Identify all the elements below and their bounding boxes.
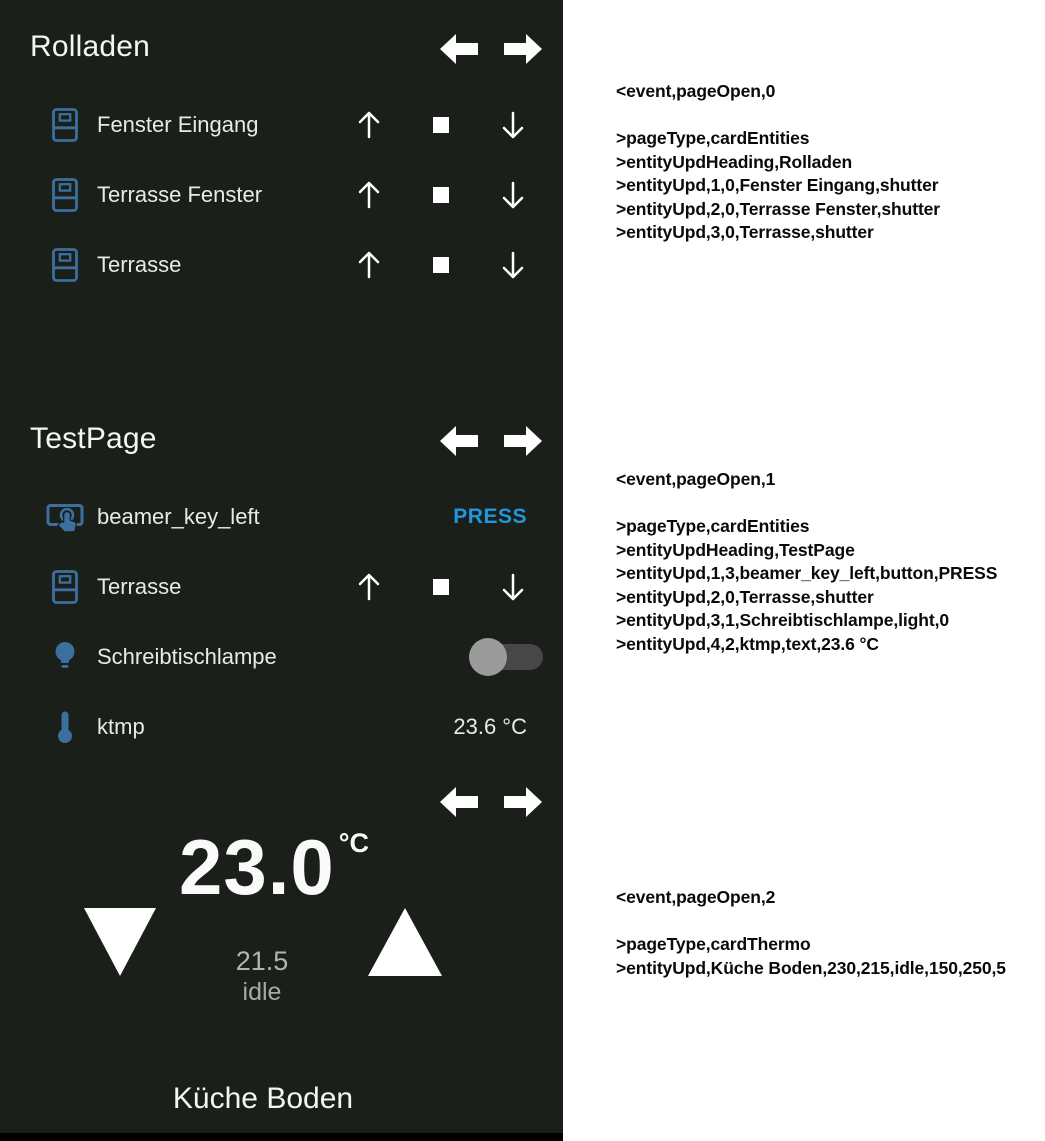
current-temperature-value: 23.0: [178, 823, 335, 911]
log-line: >pageType,cardEntities: [616, 128, 810, 148]
entity-label: Terrasse: [97, 252, 182, 277]
protocol-log-page2: [616, 886, 1006, 980]
nav-previous-button[interactable]: [440, 787, 478, 817]
entity-label: Terrasse Fenster: [97, 182, 263, 207]
shutter-up-button[interactable]: [355, 249, 383, 281]
stop-square-icon: [433, 257, 449, 273]
thermostat-entity-name: Küche Boden: [172, 1082, 354, 1115]
nav-next-button[interactable]: [504, 787, 542, 817]
nav-previous-button[interactable]: [440, 426, 478, 456]
sensor-value: 23.6 °C: [453, 714, 527, 739]
log-body: [616, 933, 1006, 980]
log-event-line: <event,pageOpen,1: [616, 469, 776, 489]
card-header: [0, 392, 563, 482]
entity-label: Terrasse: [97, 574, 182, 599]
log-line: >entityUpd,4,2,ktmp,text,23.6 °C: [616, 633, 879, 654]
shutter-controls: [355, 571, 527, 603]
log-line: >entityUpd,2,0,Terrasse Fenster,shutter: [616, 198, 941, 219]
page-navigation: [440, 34, 542, 64]
card-entities-testpage: [0, 392, 563, 760]
entity-row: [0, 482, 563, 552]
shutter-stop-button[interactable]: [433, 187, 449, 203]
protocol-log-page0: [616, 80, 940, 245]
protocol-log-page1: [616, 468, 997, 656]
gesture-tap-button-icon: [45, 500, 85, 534]
press-button[interactable]: PRESS: [453, 505, 527, 528]
shutter-icon: [45, 570, 85, 604]
log-line: >pageType,cardEntities: [616, 516, 810, 536]
entity-label: Schreibtischlampe: [97, 644, 277, 669]
entity-row: [0, 692, 563, 762]
current-temperature: [0, 822, 548, 913]
hvac-state: idle: [242, 978, 282, 1006]
target-temperature: 21.5: [235, 946, 289, 976]
shutter-down-button[interactable]: [499, 571, 527, 603]
page-navigation: [440, 426, 542, 456]
nav-next-button[interactable]: [504, 426, 542, 456]
shutter-down-button[interactable]: [499, 179, 527, 211]
nav-previous-button[interactable]: [440, 34, 478, 64]
log-line: >entityUpd,2,0,Terrasse,shutter: [616, 586, 874, 607]
log-line: >entityUpd,3,1,Schreibtischlampe,light,0: [616, 610, 949, 630]
entity-row: [0, 230, 563, 300]
log-body: [616, 515, 997, 656]
stop-square-icon: [433, 117, 449, 133]
temp-increase-button[interactable]: [368, 908, 442, 976]
log-line: >entityUpd,1,0,Fenster Eingang,shutter: [616, 175, 939, 195]
shutter-down-button[interactable]: [499, 109, 527, 141]
shutter-controls: [355, 109, 527, 141]
card-entities-rolladen: [0, 0, 563, 392]
log-line: >entityUpd,1,3,beamer_key_left,button,PRESS: [616, 563, 998, 583]
shutter-down-button[interactable]: [499, 249, 527, 281]
entity-row: [0, 622, 563, 692]
shutter-controls: [355, 249, 527, 281]
temp-decrease-button[interactable]: [84, 908, 156, 976]
page-navigation: [440, 787, 542, 817]
entity-label: Fenster Eingang: [97, 112, 259, 137]
toggle-knob: [469, 638, 507, 676]
shutter-stop-button[interactable]: [433, 117, 449, 133]
shutter-stop-button[interactable]: [433, 579, 449, 595]
shutter-icon: [45, 248, 85, 282]
shutter-up-button[interactable]: [355, 571, 383, 603]
card-header: [0, 0, 563, 90]
page-title: Rolladen: [30, 30, 151, 63]
entity-label: beamer_key_left: [97, 504, 260, 529]
shutter-up-button[interactable]: [355, 179, 383, 211]
stop-square-icon: [433, 187, 449, 203]
shutter-icon: [45, 108, 85, 142]
shutter-controls: [355, 179, 527, 211]
log-line: >entityUpd,Küche Boden,230,215,idle,150,250,5: [616, 957, 1006, 978]
temperature-unit: °C: [338, 828, 370, 858]
log-event-line: <event,pageOpen,2: [616, 887, 776, 907]
nav-next-button[interactable]: [504, 34, 542, 64]
display-bottom-edge: [0, 1133, 563, 1141]
card-thermo: [0, 760, 563, 1133]
entity-row: [0, 552, 563, 622]
shutter-stop-button[interactable]: [433, 257, 449, 273]
log-line: >entityUpdHeading,TestPage: [616, 539, 855, 560]
thermometer-icon: [45, 710, 85, 744]
log-line: >entityUpdHeading,Rolladen: [616, 151, 853, 172]
shutter-up-button[interactable]: [355, 109, 383, 141]
log-line: >entityUpd,3,0,Terrasse,shutter: [616, 222, 874, 242]
page-title: TestPage: [30, 422, 157, 455]
log-body: [616, 127, 940, 245]
stop-square-icon: [433, 579, 449, 595]
light-toggle-switch[interactable]: [471, 644, 543, 670]
entity-label: ktmp: [97, 714, 145, 739]
entity-row: [0, 160, 563, 230]
log-line: >pageType,cardThermo: [616, 934, 811, 954]
entity-row: [0, 90, 563, 160]
shutter-icon: [45, 178, 85, 212]
log-event-line: <event,pageOpen,0: [616, 81, 776, 101]
lightbulb-icon: [45, 640, 85, 674]
